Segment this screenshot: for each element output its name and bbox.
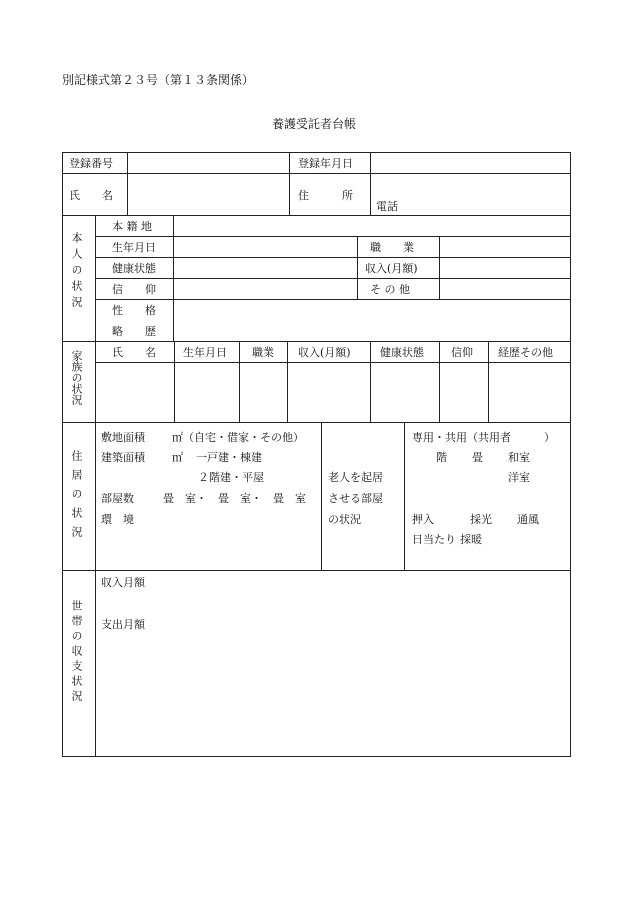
history-label: 略 歴	[112, 325, 156, 338]
table-rule	[62, 570, 571, 571]
environment-label: 環 境	[101, 513, 134, 526]
japanese-room-label: 和室	[508, 451, 530, 464]
ventilation-label: 通風	[517, 513, 539, 526]
table-rule	[95, 362, 571, 363]
family-column-name: 氏 名	[112, 346, 156, 359]
floors: ２階建・平屋	[198, 471, 264, 484]
table-rule	[289, 152, 290, 215]
personality-label: 性 格	[112, 304, 156, 317]
rooms-label: 部屋数	[101, 492, 134, 505]
tatami-label: 畳	[472, 451, 483, 464]
family-column-birthdate: 生年月日	[183, 346, 227, 359]
table-rule	[321, 422, 322, 570]
sunlight-label: 日当たり	[412, 533, 456, 546]
table-rule	[570, 152, 571, 757]
table-rule	[127, 152, 128, 215]
table-rule	[62, 215, 571, 216]
residence-section-label: 住居の状況	[70, 450, 83, 545]
heating-label: 採暖	[460, 533, 482, 546]
exclusive-shared: 専用・共用（共用者 ）	[412, 431, 555, 444]
table-rule	[173, 215, 174, 341]
site-area-unit: ㎡（自宅・借家・その他）	[172, 431, 304, 444]
elderly-room-label-1: 老人を起居	[328, 471, 383, 484]
western-room-label: 洋室	[508, 471, 530, 484]
family-column-religion: 信仰	[451, 346, 473, 359]
table-rule	[439, 236, 440, 299]
page-title: 養護受託者台帳	[272, 117, 357, 131]
family-column-occupation: 職業	[252, 346, 274, 359]
room-units: 畳 室・ 畳 室・ 畳 室	[163, 492, 306, 505]
table-rule	[62, 422, 571, 423]
building-area-label: 建築面積	[101, 451, 145, 464]
elderly-room-label-2: させる部屋	[328, 492, 383, 505]
table-rule	[95, 236, 571, 237]
name-label: 氏 名	[69, 189, 113, 202]
table-rule	[95, 257, 571, 258]
table-rule	[439, 341, 440, 422]
lighting-label: 採光	[470, 513, 492, 526]
table-rule	[62, 341, 571, 342]
table-rule	[239, 341, 240, 422]
monthly-income-label: 収入月額	[101, 576, 145, 589]
birthdate-label: 生年月日	[112, 241, 156, 254]
table-rule	[174, 341, 175, 422]
table-rule	[62, 152, 571, 153]
floor-label: 階	[436, 451, 447, 464]
personal-section-label: 本人の状況	[70, 232, 83, 312]
table-rule	[95, 215, 96, 757]
table-rule	[370, 152, 371, 215]
domicile-label: 本 籍 地	[112, 220, 152, 233]
health-label: 健康状態	[112, 262, 156, 275]
table-rule	[62, 756, 571, 757]
family-column-health: 健康状態	[380, 346, 424, 359]
registration-date-label: 登録年月日	[298, 157, 353, 170]
table-rule	[287, 341, 288, 422]
household-section-label: 世帯の収支状況	[70, 600, 83, 705]
table-rule	[95, 299, 571, 300]
income-label: 収入(月額)	[365, 262, 418, 275]
occupation-label: 職 業	[370, 241, 414, 254]
table-rule	[357, 236, 358, 299]
closet-label: 押入	[412, 513, 434, 526]
table-rule	[62, 173, 571, 174]
religion-label: 信 仰	[112, 283, 156, 296]
registration-no-label: 登録番号	[69, 157, 113, 170]
phone-label: 電話	[376, 200, 398, 213]
building-area-unit: ㎡	[172, 451, 183, 464]
family-column-income: 収入(月額)	[298, 346, 351, 359]
table-rule	[488, 341, 489, 422]
other-label: そ の 他	[370, 283, 410, 296]
family-section-label: 家族の状況	[70, 350, 83, 405]
table-rule	[62, 152, 63, 757]
building-type: 一戸建・棟建	[196, 451, 262, 464]
table-rule	[404, 422, 405, 570]
form-number: 別記様式第２３号（第１３条関係）	[62, 73, 255, 87]
table-rule	[95, 278, 571, 279]
monthly-expense-label: 支出月額	[101, 618, 145, 631]
family-column-history: 経歴その他	[498, 346, 553, 359]
address-label: 住 所	[298, 189, 353, 202]
table-rule	[370, 341, 371, 422]
elderly-room-label-3: の状況	[328, 513, 361, 526]
site-area-label: 敷地面積	[101, 431, 145, 444]
